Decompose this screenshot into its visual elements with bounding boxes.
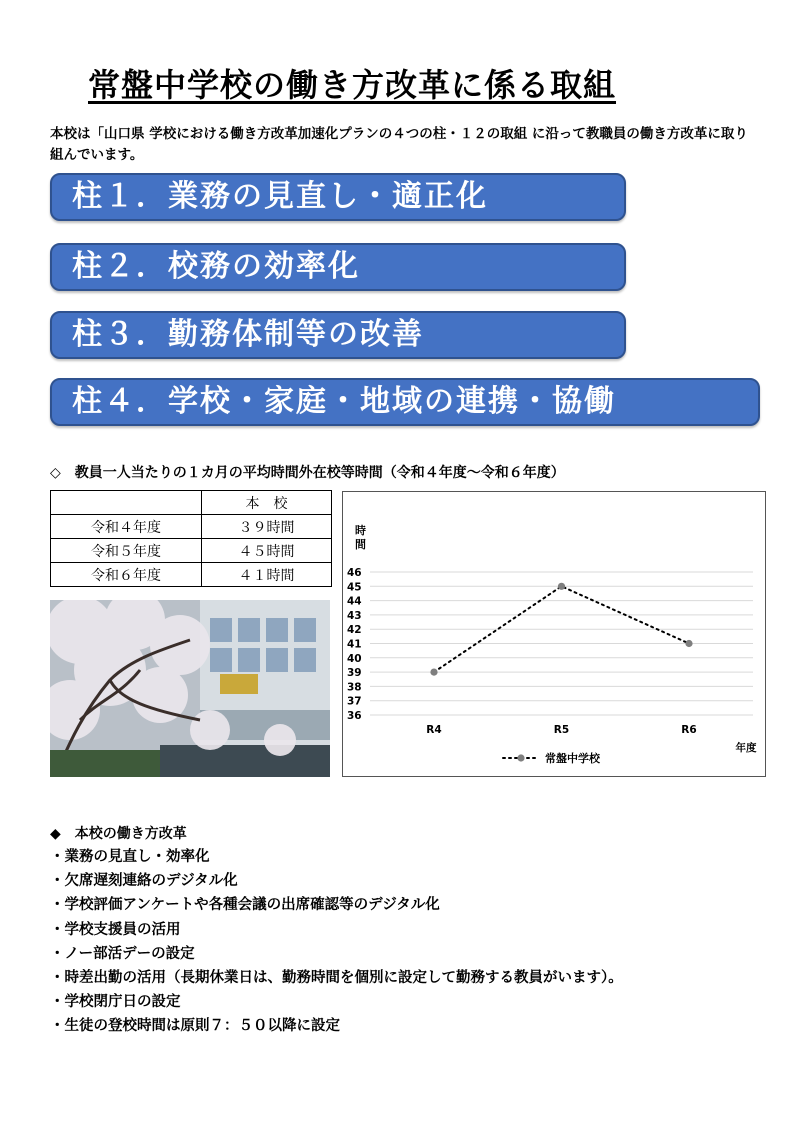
- y-tick-label: 42: [347, 624, 362, 637]
- table-cell-year: 令和６年度: [51, 563, 202, 587]
- y-tick-label: 40: [347, 652, 362, 665]
- reform-list-heading: ◆ 本校の働き方改革: [50, 826, 187, 842]
- table-row: [51, 515, 332, 539]
- x-tick-label: R4: [426, 724, 442, 736]
- list-item: ・学校閉庁日の設定: [50, 994, 181, 1011]
- table-header-cell: 本 校: [202, 491, 332, 515]
- legend-label: 常盤中学校: [545, 752, 600, 765]
- page-title: 常盤中学校の働き方改革に係る取組: [88, 66, 617, 104]
- table-header-row: [51, 491, 332, 515]
- x-tick-label: R5: [553, 724, 570, 736]
- list-item: ・欠席遅刻連絡のデジタル化: [50, 873, 238, 890]
- x-tick-label: R6: [681, 724, 697, 736]
- table-row: [51, 563, 332, 587]
- x-axis-title: 年度: [735, 742, 757, 754]
- table-header-cell: [51, 491, 202, 515]
- y-tick-label: 43: [347, 609, 362, 622]
- list-item: ・学校支援員の活用: [50, 921, 181, 938]
- table-cell-hours: ３９時間: [202, 515, 332, 539]
- table-cell-year: 令和５年度: [51, 539, 202, 563]
- y-axis-title-char: 時: [355, 524, 366, 537]
- pillar-1-banner: 柱１．業務の見直し・適正化: [50, 173, 626, 221]
- list-item: ・生徒の登校時間は原則７：５０以降に設定: [50, 1018, 340, 1035]
- y-tick-label: 38: [347, 681, 362, 694]
- table-cell-year: 令和４年度: [51, 515, 202, 539]
- y-tick-label: 44: [347, 595, 362, 608]
- pillar-3-banner: 柱３．勤務体制等の改善: [50, 311, 626, 359]
- y-tick-label: 45: [347, 581, 362, 594]
- chart-canvas: [343, 492, 767, 778]
- school-cherry-blossom-photo: [50, 600, 330, 777]
- legend-marker: [517, 754, 524, 761]
- data-point: [430, 669, 437, 676]
- data-point: [685, 640, 692, 647]
- y-axis-title-char: 間: [355, 538, 366, 551]
- table-row: [51, 539, 332, 563]
- data-point: [558, 583, 565, 590]
- list-item: ・時差出勤の活用（長期休業日は、勤務時間を個別に設定して勤務する教員がいます）。: [50, 970, 623, 987]
- pillar-4-banner: 柱４．学校・家庭・地域の連携・協働: [50, 378, 760, 426]
- list-item: ・学校評価アンケートや各種会議の出席確認等のデジタル化: [50, 897, 440, 914]
- reform-list: [50, 845, 623, 1039]
- pillar-2-banner: 柱２．校務の効率化: [50, 243, 626, 291]
- y-tick-label: 37: [347, 695, 362, 708]
- y-tick-label: 46: [347, 567, 362, 579]
- y-tick-label: 41: [347, 638, 362, 651]
- overtime-section-heading: ◇ 教員一人当たりの１カ月の平均時間外在校等時間（令和４年度～令和６年度）: [50, 465, 565, 481]
- table-cell-hours: ４５時間: [202, 539, 332, 563]
- overtime-table: [50, 490, 332, 587]
- y-tick-label: 36: [347, 710, 362, 722]
- intro-text: 本校は「山口県 学校における働き方改革加速化プランの４つの柱・１２の取組 に沿って教職員の働き方改革に取り組んでいます。: [50, 126, 748, 163]
- y-tick-label: 39: [347, 667, 362, 680]
- list-item: ・業務の見直し・効率化: [50, 849, 210, 865]
- list-item: ・ノー部活デーの設定: [50, 945, 195, 962]
- photo-illustration: [50, 600, 330, 777]
- table-cell-hours: ４１時間: [202, 563, 332, 587]
- overtime-line-chart: [342, 491, 766, 777]
